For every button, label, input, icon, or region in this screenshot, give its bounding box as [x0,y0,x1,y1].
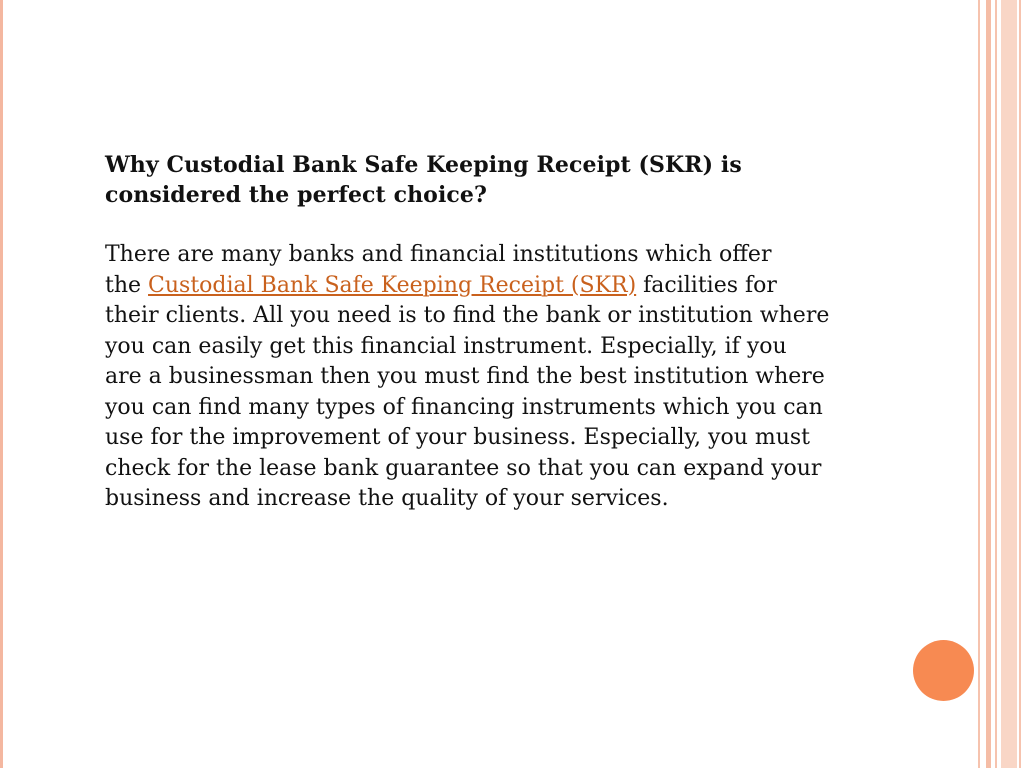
right-border-stripe [986,0,991,768]
right-border-stripe [978,0,980,768]
body-line: you can easily get this financial instrument. Especially, if you [105,333,787,359]
body-line: you can find many types of financing instruments which you can [105,394,823,420]
body-paragraph [105,240,895,515]
body-line: use for the improvement of your business. Especially, you must [105,425,811,450]
slide-heading [105,150,895,210]
body-line: check for the lease bank guarantee so that you can expand your [105,455,822,481]
right-border-stripe [1019,0,1021,768]
body-line: There are many banks and financial institutions which offer [105,242,772,267]
body-line: are a businessman then you must find the best institution where [105,364,825,389]
slide-content [105,150,895,515]
body-line: their clients. All you need is to find the bank or institution where [105,303,830,328]
right-border-stripe [1001,0,1017,768]
body-line [105,271,895,302]
heading-line: Why Custodial Bank Safe Keeping Receipt (SKR) is [105,152,742,178]
orange-circle-decoration [913,640,974,701]
heading-line: considered the perfect choice? [105,182,487,208]
left-border-stripe [0,0,3,768]
body-text: facilities for [636,272,777,298]
body-line: business and increase the quality of your services. [105,486,669,511]
right-border-stripe [995,0,997,768]
body-text: the [105,272,149,298]
skr-link[interactable]: Custodial Bank Safe Keeping Receipt (SKR) [148,272,637,298]
